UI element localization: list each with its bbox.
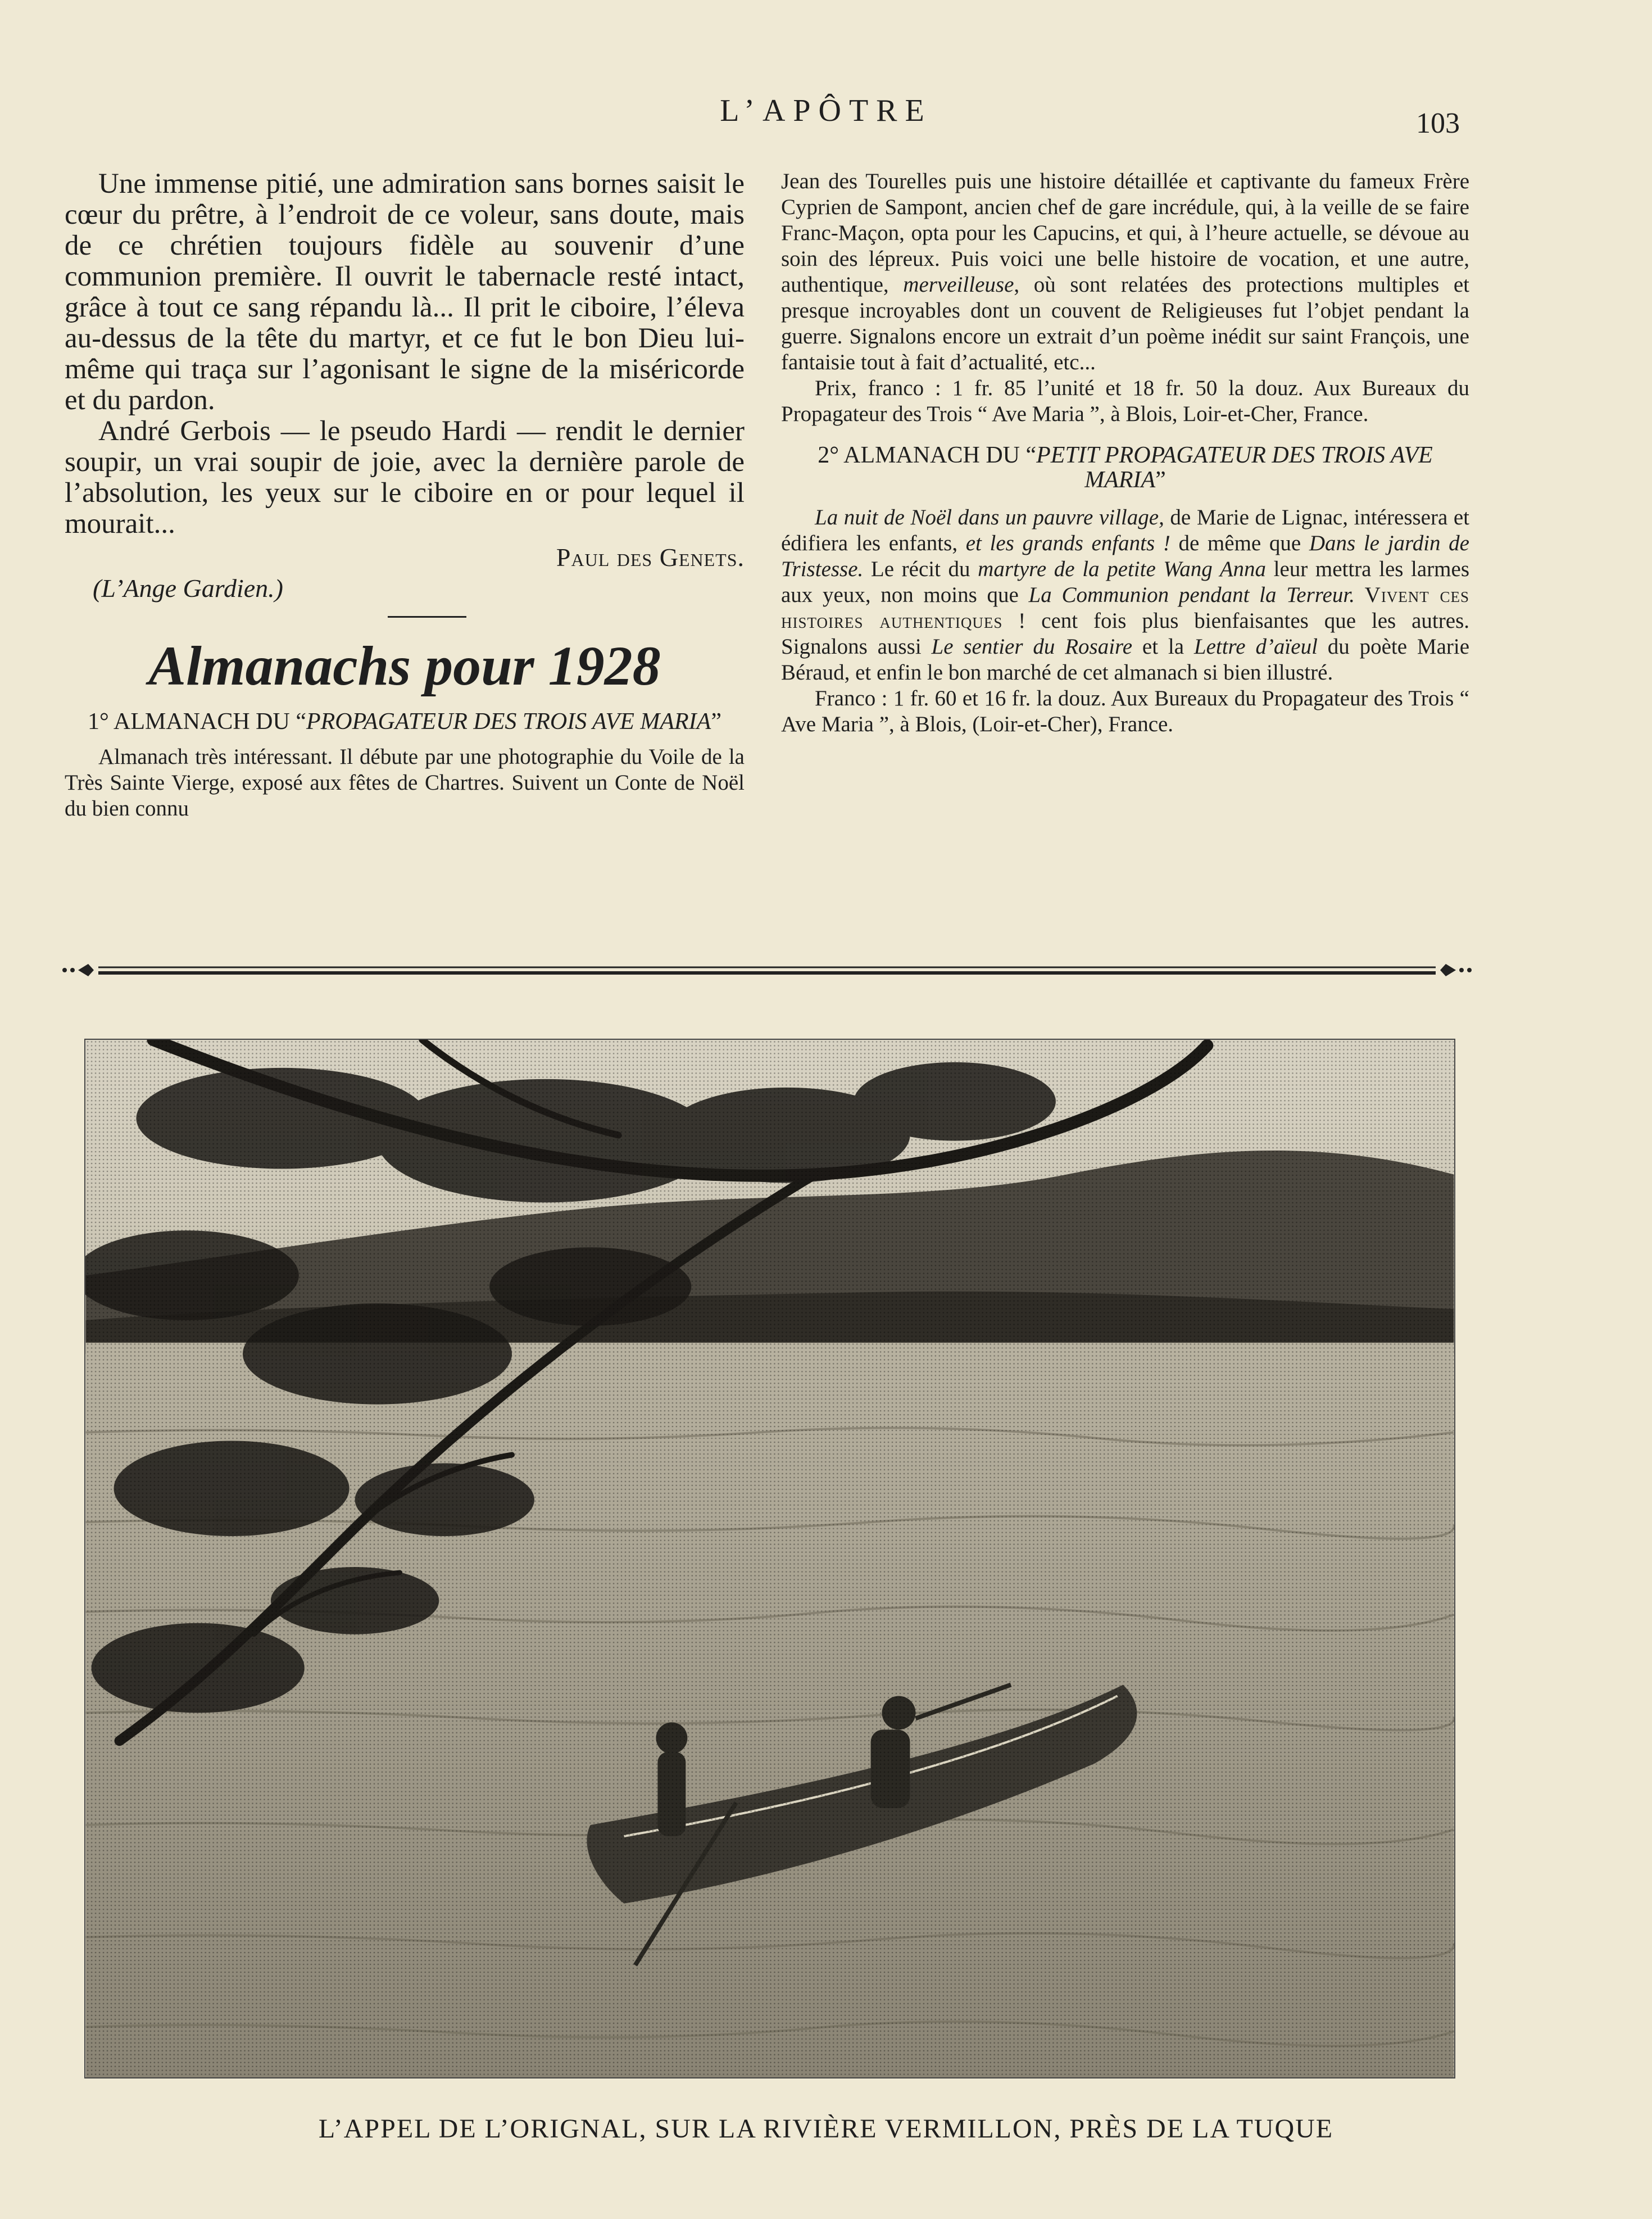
text-run-italic: La Communion pendant la Terreur. bbox=[1028, 583, 1355, 607]
left-column bbox=[65, 169, 745, 822]
text-run-italic: et les grands enfants ! bbox=[965, 531, 1170, 555]
almanac-1-prefix: 1° ALMANACH DU “ bbox=[88, 709, 306, 735]
source-citation: (L’Ange Gardien.) bbox=[93, 574, 283, 603]
almanac-2-heading bbox=[781, 443, 1469, 492]
text-run-italic: Le sentier du Rosaire bbox=[931, 635, 1133, 659]
almanac-2-suffix: ” bbox=[1155, 467, 1166, 493]
right-column bbox=[781, 169, 1469, 737]
text-run: leur mettra les larmes aux yeux, non moins que bbox=[781, 557, 1469, 607]
page-number: 103 bbox=[1416, 107, 1460, 139]
running-head: L’APÔTRE bbox=[720, 93, 932, 128]
text-run: de même que bbox=[1170, 531, 1309, 555]
story-paragraph-1: Une immense pitié, une admiration sans bornes saisit le cœur du prêtre, à l’endroit de ce voleur, sans doute, mais de ce chrétien toujours fidèle au souvenir d’une communion première. Il ouvrit le tabernacle resté intact, grâce à tout ce sang répandu là... Il prit le ciboire, l’éleva au-dessus de la tête du martyr, et ce fut le bon Dieu lui-même qui traça sur l’agonisant le signe de la miséricorde et du pardon. bbox=[65, 168, 745, 416]
section-heading: Almanachs pour 1928 bbox=[148, 635, 661, 697]
almanac-1-price: Prix, franco : 1 fr. 85 l’unité et 18 fr. 50 la douz. Aux Bureaux du Propagateur des Trois “ Ave Maria ”, à Blois, Loir-et-Cher, France. bbox=[781, 376, 1469, 426]
text-run: de Marie de Lignac, intéressera et édifiera les enfants, bbox=[781, 505, 1470, 555]
text-run: du poète Marie Béraud, et enfin le bon marché de cet almanach si bien illustré. bbox=[781, 635, 1470, 685]
almanac-2-prefix: 2° ALMANACH DU “ bbox=[818, 442, 1037, 468]
text-run-small-caps: Vivent ces histoires authentiques bbox=[781, 583, 1470, 633]
almanac-1-continued bbox=[781, 169, 1469, 375]
ornamental-rule bbox=[59, 959, 1475, 982]
text-run bbox=[1355, 583, 1365, 607]
section-divider bbox=[388, 616, 466, 618]
almanac-1-suffix: ” bbox=[711, 709, 721, 735]
text-run-italic: Lettre d’aïeul bbox=[1193, 635, 1318, 659]
halftone-photograph bbox=[84, 1039, 1455, 2078]
text-run-italic: Dans le jardin de Tristesse. bbox=[781, 531, 1469, 581]
text-run-italic: merveilleuse bbox=[903, 273, 1014, 297]
text-run: Le récit du bbox=[863, 557, 978, 581]
almanac-1-title: PROPAGATEUR DES TROIS AVE MARIA bbox=[306, 709, 711, 735]
text-run: , où sont relatées des protections multiples et presque incroyables dont un couvent de Religieuses fut l’objet pendant la guerre. Signalons encore un extrait d’un poème inédit sur saint François, une fantaisie tout à fait d’actualité, etc... bbox=[781, 273, 1469, 374]
almanac-2-title: PETIT PROPAGATEUR DES TROIS AVE MARIA bbox=[1036, 442, 1433, 493]
almanac-1-heading bbox=[65, 709, 745, 734]
almanac-2-paragraph bbox=[781, 505, 1469, 686]
text-run: et la bbox=[1132, 635, 1194, 659]
text-run: Jean des Tourelles puis une histoire détaillée et captivante du fameux Frère Cyprien de Sampont, ancien chef de gare incrédule, qui, à la veille de se faire Franc-Maçon, opta pour les Capucins, et qui, à l’heure actuelle, se dévoue au soin des lépreux. Puis voici une belle histoire de vocation, et une autre, authentique, bbox=[781, 169, 1469, 297]
text-run: ! cent fois plus bienfaisantes que les autres. Signalons aussi bbox=[781, 609, 1469, 659]
text-run-italic: La nuit de Noël dans un pauvre village, bbox=[815, 505, 1164, 529]
story-paragraph-2: André Gerbois — le pseudo Hardi — rendit le dernier soupir, un vrai soupir de joie, avec la dernière parole de l’absolution, les yeux sur le ciboire en or pour lequel il mourait... bbox=[65, 415, 745, 540]
almanac-2-price: Franco : 1 fr. 60 et 16 fr. la douz. Aux Bureaux du Propagateur des Trois “ Ave Maria ”, à Blois, (Loir-et-Cher), France. bbox=[781, 686, 1469, 736]
author-signature: Paul des Genets. bbox=[556, 543, 745, 572]
photo-caption: L’APPEL DE L’ORIGNAL, SUR LA RIVIÈRE VERMILLON, PRÈS DE LA TUQUE bbox=[318, 2114, 1334, 2144]
text-run-italic: martyre de la petite Wang Anna bbox=[978, 557, 1267, 581]
almanac-1-paragraph: Almanach très intéressant. Il débute par une photographie du Voile de la Très Sainte Vierge, exposé aux fêtes de Chartres. Suivent un Conte de Noël du bien connu bbox=[65, 745, 745, 821]
